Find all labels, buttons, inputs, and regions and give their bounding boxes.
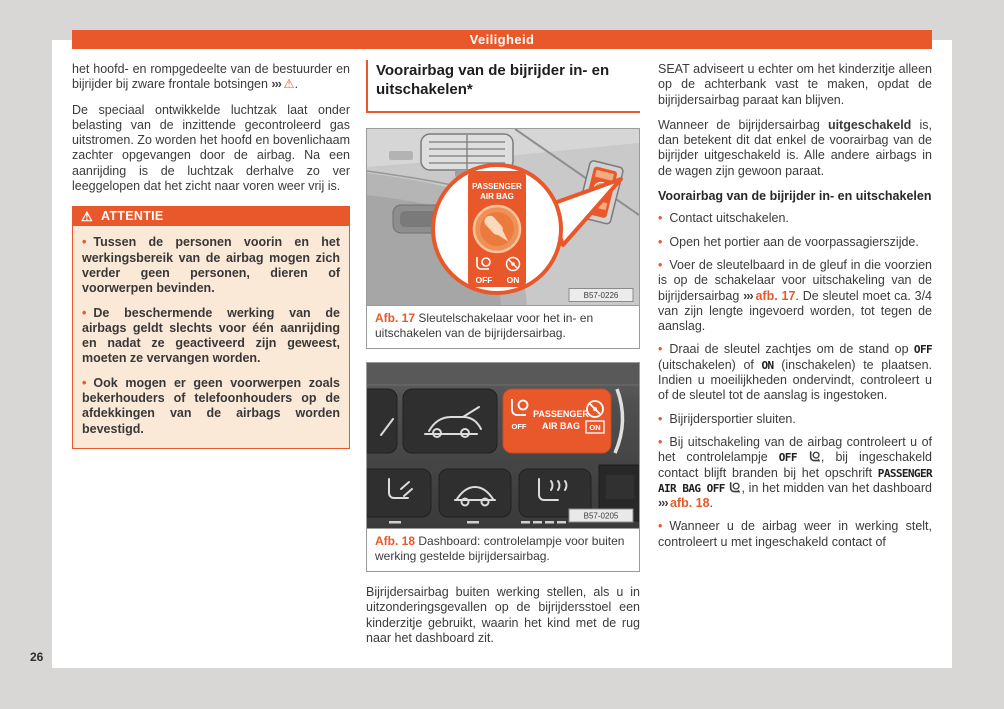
- svg-text:AIR BAG: AIR BAG: [480, 192, 514, 201]
- figure-18: [366, 362, 640, 572]
- figure-17: [366, 128, 640, 349]
- paragraph: SEAT adviseert u echter om het kinderzitje alleen op de achterbank vast te maken, opdat de bijrijdersairbag paraat kan blijven.: [658, 62, 932, 107]
- bullet-item: • Voer de sleutelbaard in de gleuf in die voorzien is op de schakelaar voor uitschakeling van de bijrijdersairbag ››› afb. 17. De sleutel moet ca. 3/4 van zijn lengte ingevoerd worden, tot tegen de aanslag.: [658, 257, 932, 334]
- attention-box: [72, 206, 350, 449]
- section-heading: Voorairbag van de bijrijder in- en uitschakelen*: [366, 60, 640, 113]
- bullet-dot: •: [658, 519, 663, 534]
- bullet-item: • Ook mogen er geen voorwerpen zoals bekerhouders of telefoonhouders op de afdekkingen van de airbags worden bevestigd.: [82, 375, 340, 436]
- passenger-airbag-label: PASSENGER: [472, 182, 522, 191]
- cross-reference-link[interactable]: afb. 17: [755, 288, 796, 303]
- bullet-item: • Wanneer u de airbag weer in werking stelt, controleert u met ingeschakeld contact of: [658, 519, 932, 549]
- column-middle: [366, 60, 640, 656]
- bullet-dot: •: [82, 375, 87, 390]
- bullet-dot: •: [658, 411, 663, 426]
- bullet-item: • Contact uitschakelen.: [658, 211, 789, 226]
- warning-icon: ⚠: [81, 208, 93, 224]
- paragraph: De speciaal ontwikkelde luchtzak laat onder belasting van de inzittende gecontroleerd gas uitstromen. Zo worden het hoofd en bovenlichaam zachter opgevangen door de airbag. Na een aanrijding is de luchtzak derhalve zo ver leeggelopen dat het zicht naar voren weer vrij is.: [72, 102, 350, 194]
- bullet-item: • Bij uitschakeling van de airbag controleert u of het controlelampje OFF , bij ingeschakeld contact blijft branden bij het opschrift PASSENGER AIR BAG OFF , in het midden van het dashboard ››› afb. 18.: [658, 434, 932, 511]
- attention-body: [72, 226, 350, 449]
- attention-title: ATTENTIE: [100, 209, 164, 224]
- cross-reference-link[interactable]: afb. 18: [669, 496, 710, 511]
- airbag-off-icon: [728, 481, 741, 495]
- column-left: [72, 62, 350, 449]
- bullet-item: • Tussen de personen voorin en het werkingsbereik van de airbag mogen zich verder geen personen, dieren of voorwerpen bevinden.: [82, 235, 340, 296]
- cross-reference-link[interactable]: Afb. 18: [375, 534, 416, 548]
- off-label: OFF: [511, 422, 527, 431]
- airbag-key-switch-large: [468, 171, 526, 287]
- cross-reference-link[interactable]: Afb. 17: [375, 311, 416, 325]
- section-title: Veiligheid: [469, 32, 535, 47]
- bullet-dot: •: [658, 342, 663, 357]
- figure-caption: Afb. 17 Sleutelschakelaar voor het in- en uitschakelen van de bijrijdersairbag.: [367, 305, 639, 348]
- subheading: Voorairbag van de bijrijder in- en uitschakelen: [658, 189, 932, 204]
- off-label: OFF: [475, 275, 493, 285]
- figure-code: [569, 289, 633, 302]
- bullet-item: • Draai de sleutel zachtjes om de stand op OFF (uitschakelen) of ON (inschakelen) te plaatsen. Indien u moeilijkheden ondervindt, controleert u of de sleutel tot de aanslag is ingestoken.: [658, 342, 933, 403]
- passenger-airbag-label: PASSENGER: [533, 409, 589, 419]
- svg-text:B57-0226: B57-0226: [583, 291, 619, 300]
- svg-text:B57-0205: B57-0205: [583, 511, 619, 521]
- figure-caption: Afb. 18 Dashboard: controlelampje voor buiten werking gestelde bijrijdersairbag.: [367, 528, 639, 571]
- paragraph: Bijrijdersairbag buiten werking stellen, als u in uitzonderingsgevallen op de bijrijdersstoel een kinderzitje gebruikt, waarin het kind met de rug naar het dashboard zit.: [366, 585, 640, 645]
- bullet-dot: •: [82, 235, 87, 250]
- section-header-bar: [72, 30, 932, 49]
- bullet-item: • De beschermende werking van de airbags geldt slechts voor één aanrijding en nadat ze geactiveerd zijn geweest, moeten ze vervangen worden.: [82, 305, 340, 366]
- svg-text:AIR BAG: AIR BAG: [542, 421, 580, 431]
- airbag-off-icon: [808, 450, 821, 464]
- paragraph: Wanneer de bijrijdersairbag uitgeschakeld is, dan betekent dit dat enkel de voorairbag van de bijrijder uitgeschakeld is. Alle andere airbags in de wagen zijn gewoon paraat.: [658, 117, 932, 178]
- bullet-dot: •: [658, 234, 663, 249]
- bullet-dot: •: [658, 434, 663, 449]
- attention-header: [72, 206, 350, 226]
- passenger-airbag-indicator: [503, 389, 611, 453]
- on-label: ON: [506, 275, 520, 285]
- on-label: ON: [589, 423, 601, 432]
- figure-code: [569, 509, 633, 522]
- bullet-item: • Bijrijdersportier sluiten.: [658, 411, 796, 426]
- column-right: [658, 62, 932, 558]
- fig17-illustration: [367, 129, 639, 305]
- bullet-dot: •: [658, 211, 663, 226]
- bullet-dot: •: [82, 305, 87, 320]
- bullet-dot: •: [658, 257, 663, 272]
- bullet-item: • Open het portier aan de voorpassagierszijde.: [658, 234, 919, 249]
- paragraph: het hoofd- en rompgedeelte van de bestuurder en bijrijder bij zware frontale botsingen ››› ⚠.: [72, 62, 350, 92]
- page-number: 26: [30, 650, 44, 664]
- fig18-illustration: [367, 363, 639, 528]
